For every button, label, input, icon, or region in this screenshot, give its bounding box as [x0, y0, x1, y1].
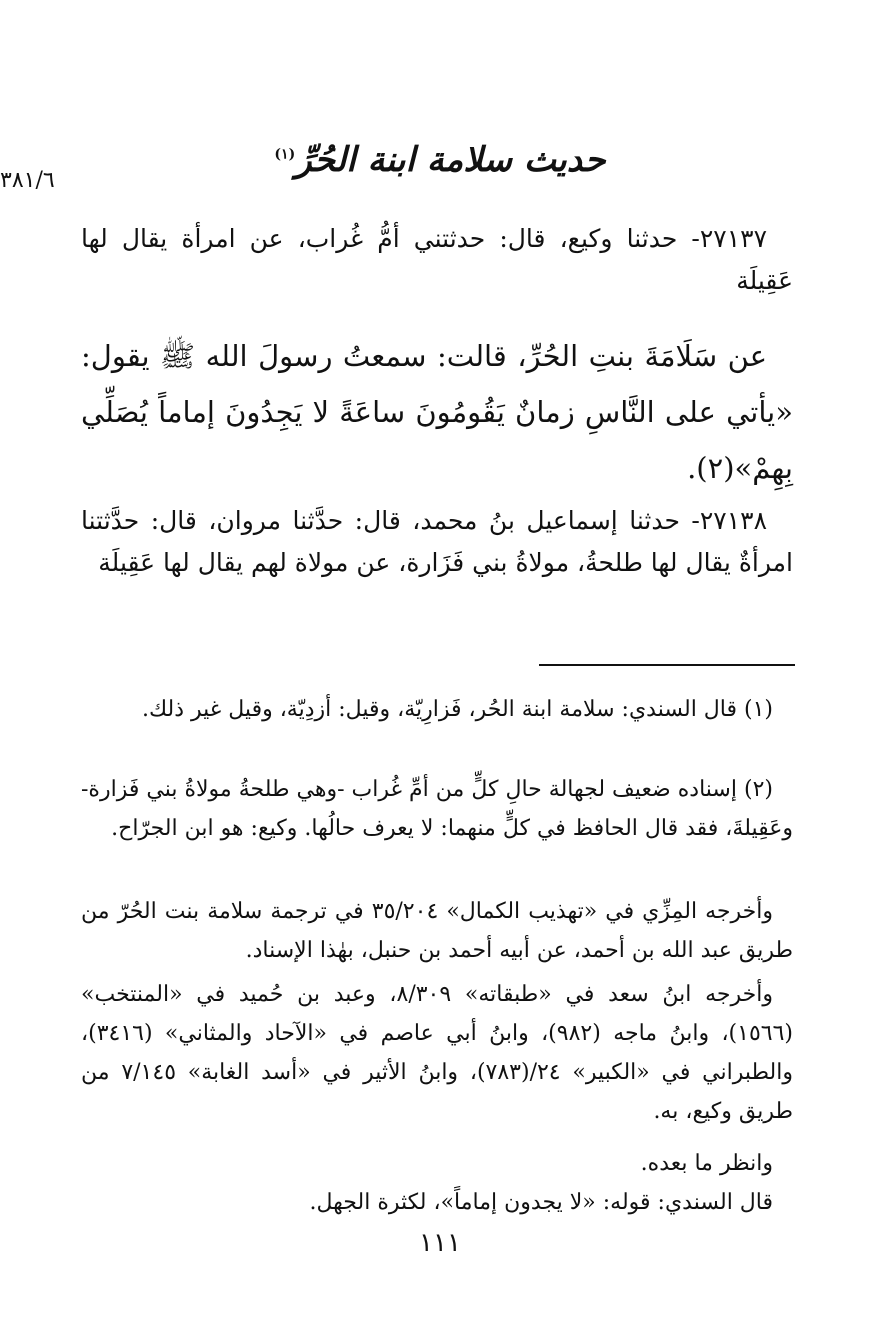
footnote-divider [539, 664, 795, 666]
chapter-title [240, 140, 640, 180]
footnote-1: (١) قال السندي: سلامة ابنة الحُر، فَزارِيّة، وقيل: أزدِيّة، وقيل غير ذلك. [141, 697, 773, 722]
hadith-27138-isnad: ٢٧١٣٨- حدثنا إسماعيل بنُ محمد، قال: حدَّثنا مروان، قال: حدَّثتنا امرأةٌ يقال لها طلحةُ، مولاةُ بني فَزَارة، عن مولاة لهم يقال لها عَقِيلَة [81, 506, 793, 577]
hadith-27137-isnad: ٢٧١٣٧- حدثنا وكيع، قال: حدثتني أمُّ غُراب، عن امرأة يقال لها عَقِيلَة [81, 224, 793, 295]
margin-reference: ٣٨١/٦ [0, 168, 55, 193]
chapter-title-text: حديث سلامة ابنة الحُرِّ [295, 140, 606, 180]
footnote-2-see-next: وانظر ما بعده. [640, 1151, 773, 1176]
hadith-27137-matn: عن سَلَامَةَ بنتِ الحُرِّ، قالت: سمعتُ رسولَ الله ﷺ يقول: «يأتي على النَّاسِ زمانٌ يَقُومُونَ ساعَةً لا يَجِدُونَ إماماً يُصَلِّي بِهِمْ»(٢). [81, 339, 793, 485]
footnote-2-sindi: قال السندي: قوله: «لا يجدون إماماً»، لكثرة الجهل. [309, 1190, 773, 1215]
footnote-2: (٢) إسناده ضعيف لجهالة حالِ كلٍّ من أمِّ غُراب -وهي طلحةُ مولاةُ بني فَزارة- وعَقِيلةَ، فقد قال الحافظ في كلٍّ منهما: لا يعرف حالُها. وكيع: هو ابن الجرّاح. [81, 777, 793, 841]
title-footnote-marker: (١) [274, 146, 296, 163]
footnote-2-takhrij-2: وأخرجه ابنُ سعد في «طبقاته» ٨/٣٠٩، وعبد بن حُميد في «المنتخب» (١٥٦٦)، وابنُ ماجه (٩٨٢)، وابنُ أبي عاصم في «الآحاد والمثاني» (٣٤١٦)، والطبراني في «الكبير» ٢٤/(٧٨٣)، وابنُ الأثير في «أسد الغابة» ٧/١٤٥ من طريق وكيع، به. [81, 982, 793, 1124]
footnote-2-takhrij-1: وأخرجه المِزِّي في «تهذيب الكمال» ٣٥/٢٠٤ في ترجمة سلامة بنت الحُرّ من طريق عبد الله بن أحمد، عن أبيه أحمد بن حنبل، بهٰذا الإسناد. [81, 899, 793, 963]
page-number: ١١١ [419, 1228, 461, 1258]
